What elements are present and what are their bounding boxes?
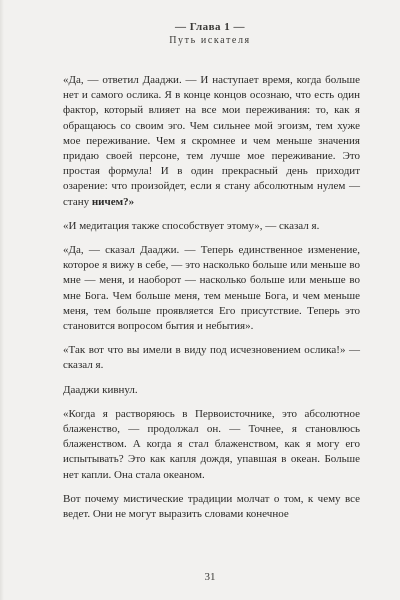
paragraph-text: Вот почему мистические традиции молчат о том, к чему все ведет. Они не могут выразить словами конечное — [63, 492, 360, 521]
chapter-label: — Глава 1 — — [174, 21, 246, 33]
emphasis-text: ничем?» — [91, 195, 135, 208]
paragraph-text: «Когда я растворяюсь в Первоисточнике, это абсолютное блаженство, — продолжал он. — Точнее, я становлюсь блаженством. А когда я стал блаженством, как я могу его испытывать? Это как капля дождя, упавшая в океан. Больше нет капли. Она стала океаном. — [63, 407, 360, 481]
paragraph-text: «И медитация также способствует этому», — сказал я. — [63, 219, 320, 232]
paragraph — [63, 73, 360, 210]
paragraph-text: Дааджи кивнул. — [63, 383, 138, 396]
body-text — [63, 73, 360, 531]
paragraph — [63, 407, 360, 483]
paragraph-text: «Да, — ответил Дааджи. — И наступает время, когда больше нет и самого ослика. Я в конце концов осознаю, что есть один фактор, который влияет на все мои переживания: то, как я обращаюсь со своим эго. Чем сильнее мой эгоизм, тем хуже мое переживание. Чем я скромнее и чем меньше значения придаю своей персоне, тем лучше мое переживание. Это простая формула! И в один прекрасный день приходит озарение: что произойдет, если я стану абсолютным нулем — стану — [63, 74, 360, 208]
paragraph — [63, 343, 360, 373]
paragraph — [63, 243, 360, 334]
paragraph — [63, 219, 360, 234]
paragraph-text: «Да, — сказал Дааджи. — Теперь единственное изменение, которое я вижу в себе, — это насколько больше или меньше во мне — меня, и наоборот — насколько больше или меньше во мне Бога. Чем больше меня, тем меньше Бога, и чем меньше меня, тем больше проявляется Его присутствие. Теперь это становится вопросом бытия и небытия». — [63, 244, 360, 333]
running-head — [63, 20, 357, 47]
paragraph — [63, 492, 360, 522]
chapter-title: Путь искателя — [169, 35, 251, 46]
page-number: 31 — [204, 571, 216, 583]
paragraph — [63, 383, 360, 398]
paragraph-text: «Так вот что вы имели в виду под исчезновением ослика!» — сказал я. — [63, 344, 360, 372]
